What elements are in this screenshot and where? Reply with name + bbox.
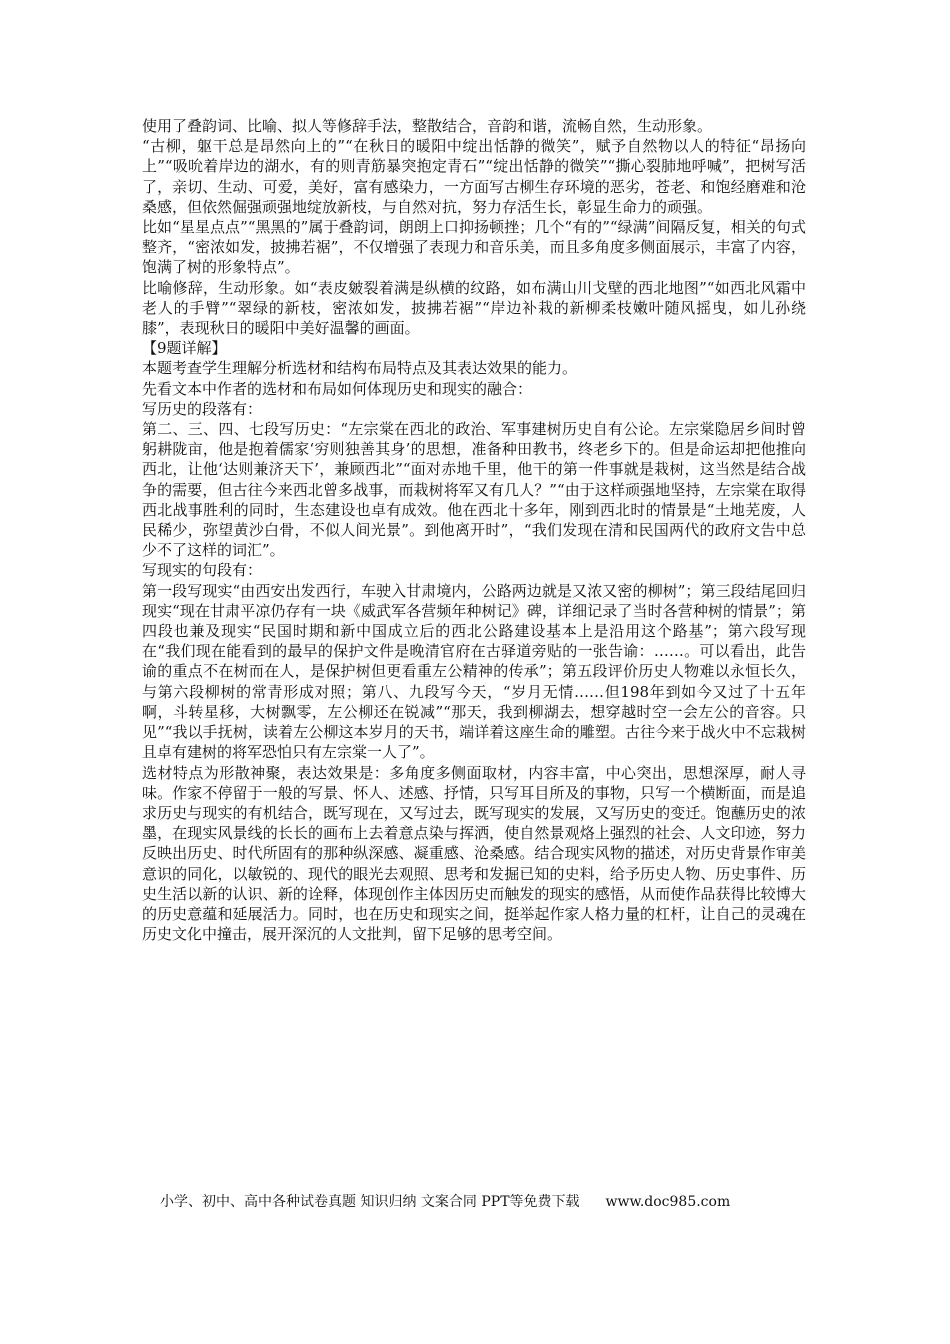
footer-text: 小学、初中、高中各种试卷真题 知识归纳 文案合同 PPT等免费下载 <box>160 1194 580 1210</box>
page-footer <box>160 1192 800 1212</box>
paragraph-history-label: 写历史的段落有： <box>142 399 263 418</box>
paragraph-rhyming-words: 比如“星星点点”“黑黑的”属于叠韵词，朗朗上口抑扬顿挫；几个“有的”“绿满”间隔反复，相关的句式整齐，“密浓如发，披拂若裾”，不仅增强了表现力和音乐美，而且多角度多侧面展示，丰富了内容，饱满了树的形象特点”。 <box>142 218 806 277</box>
paragraph-metaphor: 比喻修辞，生动形象。如“表皮皴裂着满是纵横的纹路，如布满山川戈壁的西北地图”“如西北风霜中老人的手臂”“翠绿的新枝，密浓如发，披拂若裾”“岸边补栽的新柳柔枝嫩叶随风摇曳，如儿孙绕膝”，表现秋日的暖阳中美好温馨的画面。 <box>142 278 806 338</box>
footer-site-link[interactable]: www.doc985.com <box>605 1194 731 1210</box>
paragraph-conclusion: 选材特点为形散神聚，表达效果是：多角度多侧面取材，内容丰富，中心突出，思想深厚，耐人寻味。作家不停留于一般的写景、怀人、述感、抒情，只写耳目所及的事物，只写一个横断面，而是追求历史与现实的有机结合，既写现在，又写过去，既写现实的发展，又写历史的变迁。饱蘸历史的浓墨，在现实风景线的长长的画布上去着意点染与挥洒，使自然景观烙上强烈的社会、人文印迹，努力反映出历史、时代所固有的那种纵深感、凝重感、沧桑感。结合现实风物的描述，对历史背景作审美意识的同化，以敏锐的、现代的眼光去观照、思考和发掘已知的史料，给予历史人物、历史事件、历史生活以新的认识、新的诠释，体现创作主体因历史而触发的现实的感悟，从而使作品获得比较博大的历史意蕴和延展活力。同时，也在历史和现实之间，挺举起作家人格力量的杠杆，让自己的灵魂在历史文化中撞击，展开深沉的人文批判，留下足够的思考空间。 <box>142 763 806 944</box>
paragraph-reality-label: 写现实的句段有： <box>142 561 263 580</box>
paragraph-reality-detail: 第一段写现实“由西安出发西行，车驶入甘肃境内，公路两边就是又浓又密的柳树”；第三段结尾回归现实“现在甘肃平凉仍存有一块《威武军各营频年种树记》碑，详细记录了当时各营种树的情景”；第四段也兼及现实“民国时期和新中国成立后的西北公路建设基本上是沿用这个路基”；第六段写现在“我们现在能看到的最早的保护文件是晚清官府在古驿道旁贴的一张告谕：……。可以看出，此告谕的重点不在树而在人，是保护树但更看重左公精神的传承”；第五段评价历史人物难以永恒长久，与第六段柳树的常青形成对照；第八、九段写今天，“岁月无情……但198年到如今又过了十五年啊，斗转星移，大树飘零，左公柳还在锐减”“那天，我到柳湖去，想穿越时空一会左公的音容。只见”“我以手抚树，读着左公柳这本岁月的天书，端详着这座生命的雕塑。古往今来于战火中不忘栽树且卓有建树的将军恐怕只有左宗棠一人了”。 <box>142 581 806 762</box>
paragraph-rhetoric-summary: 使用了叠韵词、比喻、拟人等修辞手法，整散结合，音韵和谐，流畅自然，生动形象。 <box>142 117 713 135</box>
paragraph-fusion-intro: 先看文本中作者的选材和布局如何体现历史和现实的融合： <box>142 379 533 398</box>
paragraph-history-detail: 第二、三、四、七段写历史：“左宗棠在西北的政治、军事建树历史自有公论。左宗棠隐居乡间时曾躬耕陇亩，他是抱着儒家‘穷则独善其身’的思想，准备种田教书，终老乡下的。但是命运却把他推向西北，让他‘达则兼济天下’，兼顾西北”“面对赤地千里，他干的第一件事就是栽树，这当然是结合战争的需要，但古往今来西北曾多战事，而栽树将军又有几人？”“由于这样顽强地坚持，左宗棠在取得西北战事胜利的同时，生态建设也卓有成效。他在西北十多年，刚到西北时的情景是“土地芜废，人民稀少，弥望黄沙白骨，不似人间光景”。到他离开时”，“我们发现在清和民国两代的政府文告中总少不了这样的词汇”。 <box>142 420 806 560</box>
paragraph-personification: “古柳，躯干总是昂然向上的”“在秋日的暖阳中绽出恬静的微笑”，赋予自然物以人的特征“昂扬向上”“吸吮着岸边的湖水，有的则青筋暴突抱定青石”“绽出恬静的微笑”“撕心裂肺地呼喊”，把树写活了，亲切、生动、可爱，美好，富有感染力，一方面写古柳生存环境的恶劣，苍老、和饱经磨难和沧桑感，但依然倔强顽强地绽放新枝，与自然对抗，努力存活生长，彰显生命力的顽强。 <box>142 137 806 216</box>
paragraph-question-intro: 本题考查学生理解分析选材和结构布局特点及其表达效果的能力。 <box>142 359 578 378</box>
document-body <box>142 116 806 944</box>
question-9-heading: 【9题详解】 <box>142 339 227 358</box>
